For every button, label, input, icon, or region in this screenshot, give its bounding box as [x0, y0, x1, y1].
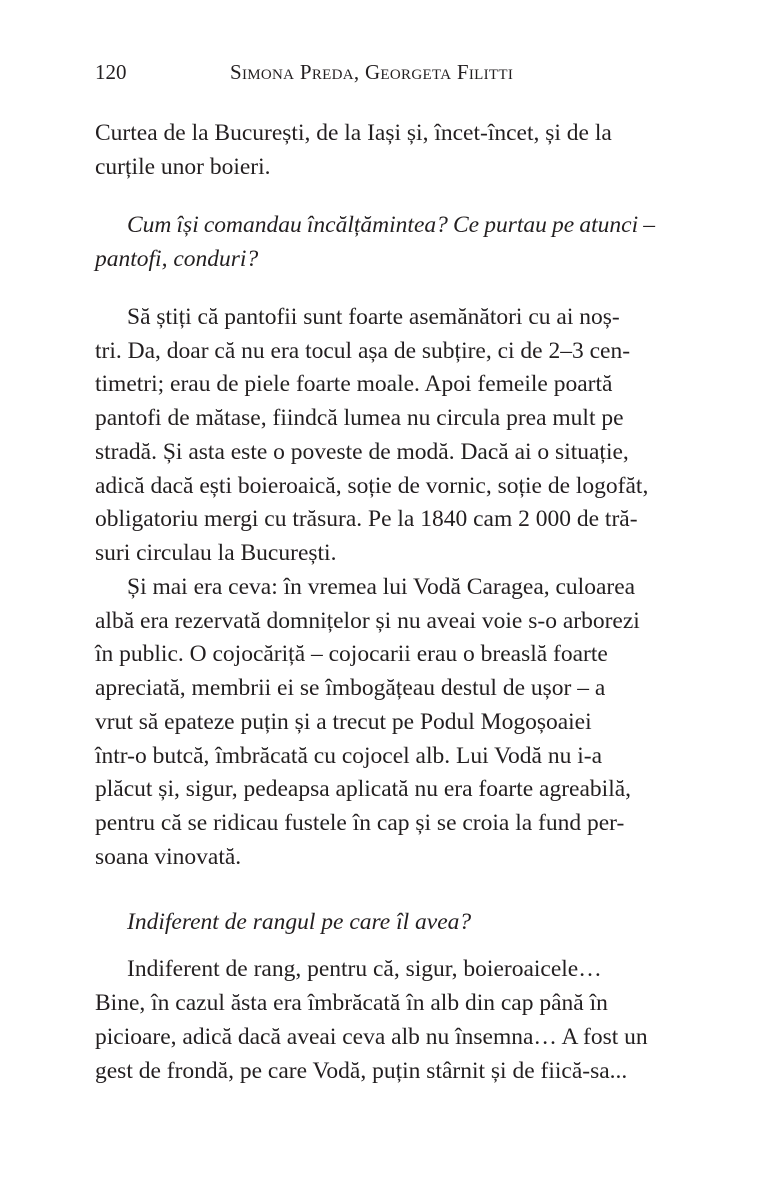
text-line: apreciată, membrii ei se îmbogățeau destul de ușor – a — [95, 675, 606, 701]
text-line: plăcut și, sigur, pedeapsa aplicată nu era foarte agreabilă, — [95, 776, 632, 802]
text-line: într-o butcă, îmbrăcată cu cojocel alb. Lui Vodă nu i-a — [95, 743, 602, 769]
text-line: pantofi de mătase, fiindcă lumea nu circula prea mult pe — [95, 405, 624, 431]
text-line: albă era rezervată domnițelor și nu aveai voie s-o arborezi — [95, 608, 640, 634]
text-line: curțile unor boieri. — [95, 154, 271, 180]
text-line: Indiferent de rang, pentru că, sigur, boieroaicele… — [127, 956, 602, 982]
text-line: gest de frondă, pe care Vodă, puțin stârnit și de fiică-sa... — [95, 1058, 628, 1084]
text-line: vrut să epateze puțin și a trecut pe Podul Mogoșoaiei — [95, 709, 592, 735]
text-line: Și mai era ceva: în vremea lui Vodă Caragea, culoarea — [127, 574, 636, 600]
interview-question-line: pantofi, conduri? — [95, 246, 259, 272]
text-line: tri. Da, doar că nu era tocul așa de subțire, ci de 2–3 cen- — [95, 338, 631, 364]
interview-question-line: Cum își comandau încălțămintea? Ce purtau pe atunci – — [127, 212, 655, 238]
running-title: Simona Preda, Georgeta Filitti — [230, 60, 514, 84]
text-line: Să știți că pantofii sunt foarte asemănători cu ai noș- — [127, 304, 620, 330]
interview-question-line: Indiferent de rangul pe care îl avea? — [127, 909, 472, 935]
text-line: stradă. Și asta este o poveste de modă. Dacă ai o situație, — [95, 439, 629, 465]
text-line: în public. O cojocăriță – cojocarii erau o breaslă foarte — [95, 641, 608, 667]
text-line: picioare, adică dacă aveai ceva alb nu însemna… A fost un — [95, 1024, 648, 1050]
text-line: pentru că se ridicau fustele în cap și se croia la fund per- — [95, 810, 625, 836]
text-line: suri circulau la București. — [95, 540, 337, 566]
text-line: timetri; erau de piele foarte moale. Apoi femeile poartă — [95, 371, 613, 397]
text-line: Bine, în cazul ăsta era îmbrăcată în alb din cap până în — [95, 990, 608, 1016]
text-line: obligatoriu mergi cu trăsura. Pe la 1840 cam 2 000 de tră- — [95, 506, 638, 532]
text-line: soana vinovată. — [95, 844, 242, 870]
running-header — [95, 60, 655, 90]
page-number: 120 — [95, 60, 127, 84]
text-line: Curtea de la București, de la Iași și, încet-încet, și de la — [95, 120, 612, 146]
text-line: adică dacă ești boieroaică, soție de vornic, soție de logofăt, — [95, 473, 649, 499]
